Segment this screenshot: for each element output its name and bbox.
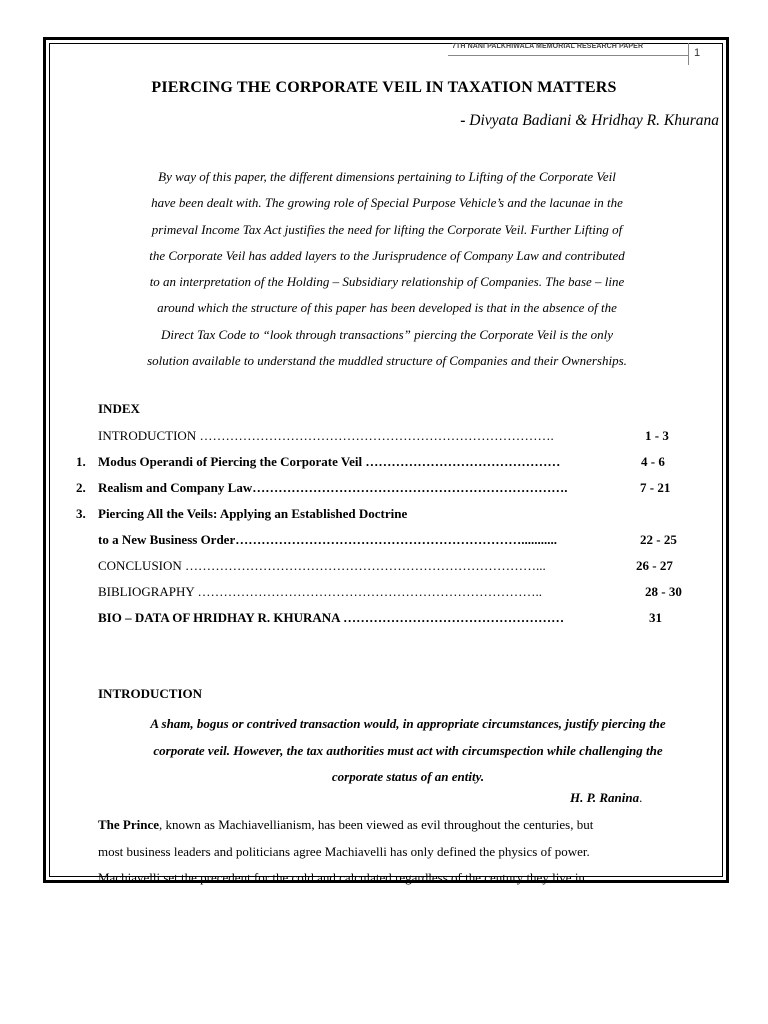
body-lead-term: The Prince: [98, 817, 160, 832]
quote-line: corporate veil. However, the tax authorities must act with circumspection while challenging the: [153, 742, 663, 758]
abstract: [98, 164, 676, 374]
epigraph-quote: [98, 711, 718, 791]
body-paragraph-line: [98, 817, 593, 833]
authors-dash: -: [460, 112, 466, 129]
toc-pages: 1 - 3: [645, 428, 669, 443]
toc-pages: 26 - 27: [636, 558, 673, 573]
abstract-line: primeval Income Tax Act justifies the need for lifting the Corporate Veil. Further Lifting of: [151, 221, 623, 237]
toc-pages: 31: [649, 610, 662, 625]
toc-pages: 22 - 25: [640, 532, 677, 547]
toc-entry: CONCLUSION ………………………………………………………………………...: [98, 558, 546, 573]
authors: [460, 112, 719, 130]
toc-entry: to a New Business Order…………………………………………………………...........: [98, 532, 557, 547]
toc-number: 1.: [76, 454, 86, 469]
toc-row-bio-data[interactable]: [0, 610, 768, 628]
toc-pages: 4 - 6: [641, 454, 665, 469]
toc-row-business-order[interactable]: [0, 532, 768, 550]
toc-entry: BIBLIOGRAPHY ……………………………………………………………………..: [98, 584, 543, 599]
header-rule: [448, 55, 688, 56]
body-text: , known as Machiavellianism, has been viewed as evil throughout the centuries, but: [159, 817, 594, 832]
quote-line: A sham, bogus or contrived transaction would, in appropriate circumstances, justify piercing the: [150, 716, 666, 731]
toc-row-realism[interactable]: [0, 480, 768, 498]
toc-number: 3.: [76, 506, 86, 521]
abstract-line: have been dealt with. The growing role of Special Purpose Vehicle’s and the lacunae in the: [151, 195, 623, 211]
quote-author-suffix: .: [639, 790, 643, 805]
toc-number: 2.: [76, 480, 86, 495]
authors-names: Divyata Badiani & Hridhay R. Khurana: [469, 112, 719, 129]
abstract-line: to an interpretation of the Holding – Subsidiary relationship of Companies. The base – line: [149, 274, 625, 290]
quote-author-name: H. P. Ranina: [570, 790, 640, 805]
quote-attribution: [570, 790, 642, 806]
page-number: 1: [694, 47, 701, 59]
toc-row-bibliography[interactable]: [0, 584, 768, 602]
toc-row-piercing-veils[interactable]: [0, 506, 768, 524]
toc-row-conclusion[interactable]: [0, 558, 768, 576]
toc-pages: 7 - 21: [640, 480, 671, 495]
abstract-line: around which the structure of this paper has been developed is that in the absence of the: [157, 300, 617, 316]
introduction-heading: INTRODUCTION: [98, 686, 203, 701]
toc-pages: 28 - 30: [645, 584, 682, 599]
paper-title: PIERCING THE CORPORATE VEIL IN TAXATION MATTERS: [151, 79, 617, 96]
abstract-line: By way of this paper, the different dimensions pertaining to Lifting of the Corporate Veil: [158, 169, 616, 184]
abstract-line: Direct Tax Code to “look through transactions” piercing the Corporate Veil is the only: [161, 326, 613, 342]
toc-entry: Modus Operandi of Piercing the Corporate Veil ………………………………………: [98, 454, 561, 469]
toc-entry: Realism and Company Law……………………………………………………………….: [98, 480, 568, 495]
toc-entry: Piercing All the Veils: Applying an Established Doctrine: [98, 506, 408, 521]
page-number-divider: [688, 43, 689, 65]
toc-entry: INTRODUCTION ……………………………………………………………………….: [98, 428, 554, 443]
toc-entry: BIO – DATA OF HRIDHAY R. KHURANA ……………………………………………: [98, 610, 565, 625]
quote-line: corporate status of an entity.: [331, 769, 485, 784]
index-heading: INDEX: [98, 401, 140, 416]
toc-row-introduction[interactable]: [0, 428, 768, 446]
abstract-line: solution available to understand the muddled structure of Companies and their Ownerships.: [147, 353, 627, 369]
toc-row-modus-operandi[interactable]: [0, 454, 768, 472]
running-header: 7TH NANI PALKHIWALA MEMORIAL RESEARCH PAPER: [452, 43, 644, 50]
abstract-line: the Corporate Veil has added layers to the Jurisprudence of Company Law and contributed: [149, 247, 625, 263]
body-paragraph-line: most business leaders and politicians agree Machiavelli has only defined the physics of power.: [98, 844, 590, 859]
body-paragraph-line: Machiavelli set the precedent for the cold and calculated regardless of the century they live in.: [98, 870, 589, 885]
